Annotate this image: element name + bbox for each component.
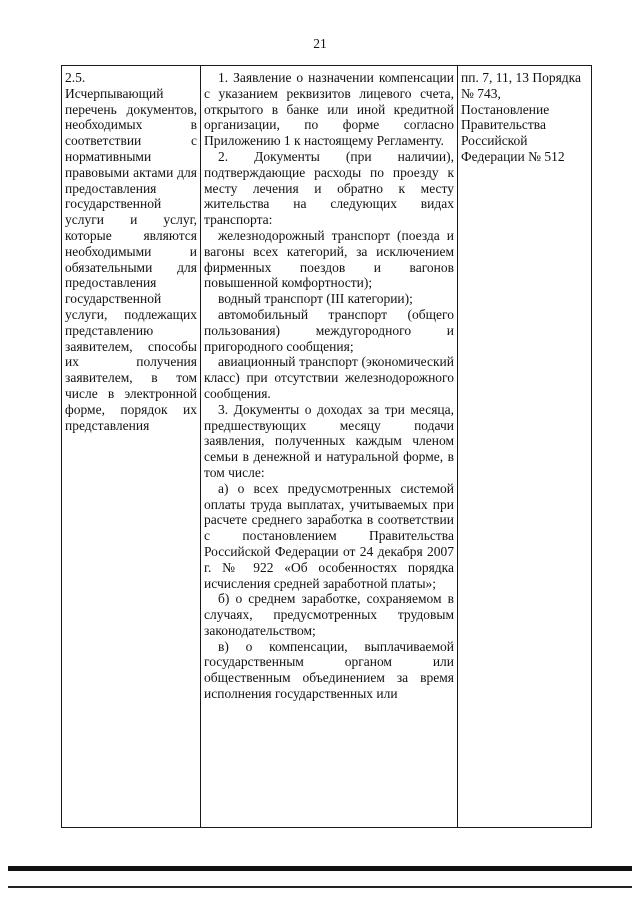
scan-border-bar [8, 866, 632, 871]
document-paragraph: 2. Документы (при наличии), подтверждающие расходы по проезду к месту лечения и обратно к месту жительства на следующих видах транспорта: [204, 148, 454, 228]
document-paragraph: автомобильный транспорт (общего пользования) междугородного и пригородного сообщения; [204, 306, 454, 354]
legal-basis-cell: пп. 7, 11, 13 Порядка № 743, Постановление Правительства Российской Федерации № 512 [458, 66, 592, 828]
document-paragraph: 1. Заявление о назначении компенсации с указанием реквизитов лицевого счета, открытого в банке или иной кредитной организации, по форме согласно Приложению 1 к настоящему Регламенту. [204, 70, 454, 149]
section-title: Исчерпывающий перечень документов, необходимых в соответствии с нормативными правовыми актами для предоставления государственной услуги и услуг, которые являются необходимыми и обязательными для предоставления государственной услуги, подлежащих представлению заявителем, способы их получения заявителем, в том числе в электронной форме, порядок их представления [65, 85, 197, 433]
document-paragraph: авиационный транспорт (экономический класс) при отсутствии железнодорожного сообщения. [204, 354, 454, 401]
document-paragraph: железнодорожный транспорт (поезда и вагоны всех категорий, за исключением фирменных поездов и вагонов повышенной комфортности); [204, 227, 454, 291]
document-paragraph: в) о компенсации, выплачиваемой государственным органом или общественным объединением за время исполнения государственных или [204, 638, 454, 702]
section-cell [62, 66, 201, 828]
section-number: 2.5. [65, 70, 86, 85]
document-paragraph: 3. Документы о доходах за три месяца, предшествующих месяцу подачи заявления, полученных каждым членом семьи в денежной и натуральной форме, в том числе: [204, 401, 454, 480]
document-paragraph: а) о всех предусмотренных системой оплаты труда выплатах, учитываемых при расчете среднего заработка в соответствии с постановлением Правительства Российской Федерации от 24 декабря 2007 г. № 922 «Об особенностях порядка исчисления средней заработной платы»; [204, 480, 454, 591]
requirements-table [61, 65, 592, 828]
document-paragraph: б) о среднем заработке, сохраняемом в случаях, предусмотренных трудовым законодательством; [204, 591, 454, 638]
scan-border-edge [8, 886, 632, 888]
page-number: 21 [313, 36, 327, 51]
content-cell [201, 66, 458, 828]
table-row [62, 66, 592, 828]
document-paragraph: водный транспорт (III категории); [218, 291, 413, 307]
